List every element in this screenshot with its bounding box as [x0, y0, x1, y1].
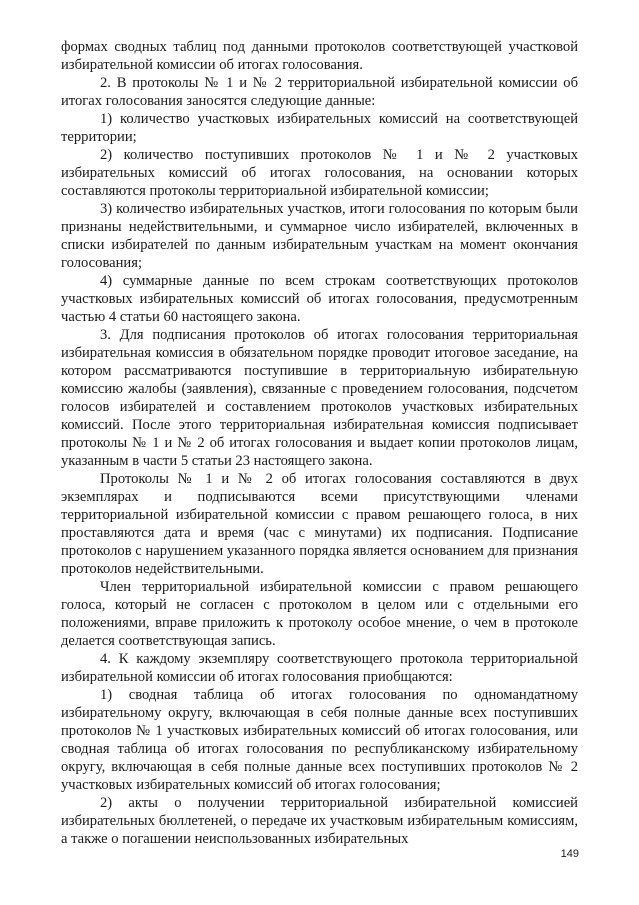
paragraph-continuation: формах сводных таблиц под данными протоколов соответствующей участковой избирательной комиссии об итогах голосования.: [61, 39, 578, 73]
page-number: 149: [560, 848, 579, 860]
paragraph-section-3: 3. Для подписания протоколов об итогах голосования территориальная избирательная комиссия в обязательном порядке проводит итоговое заседание, на котором рассматриваются поступившие в территориальную избирательную комиссию жалобы (заявления), связанные с проведением голосования, подсчетом голосов избирателей и составлением протоколов участковых избирательных комиссий. После этого территориальная избирательная комиссия подписывает протоколы № 1 и № 2 об итогах голосования и выдает копии протоколов лицам, указанным в части 5 статьи 23 настоящего закона.: [61, 327, 578, 469]
paragraph-protocols-signing: Протоколы № 1 и № 2 об итогах голосования составляются в двух экземплярах и подписываются всеми присутствующими членами территориальной избирательной комиссии с правом решающего голоса, в них проставляются дата и время (час с минутами) их подписания. Подписание протоколов с нарушением указанного порядка является основанием для признания протоколов недействительными.: [61, 471, 578, 577]
paragraph-section-2: 2. В протоколы № 1 и № 2 территориальной избирательной комиссии об итогах голосования заносятся следующие данные:: [61, 75, 578, 109]
paragraph-item-2-3: 3) количество избирательных участков, итоги голосования по которым были признаны недействительными, и суммарное число избирателей, включенных в списки избирателей по данным избирательным участкам на момент окончания голосования;: [61, 201, 578, 271]
paragraph-item-2-1: 1) количество участковых избирательных комиссий на соответствующей территории;: [61, 111, 578, 145]
paragraph-dissenting-opinion: Член территориальной избирательной комиссии с правом решающего голоса, который не согласен с протоколом в целом или с отдельными его положениями, вправе приложить к протоколу особое мнение, о чем в протоколе делается соответствующая запись.: [61, 579, 578, 649]
paragraph-item-4-2: 2) акты о получении территориальной избирательной комиссией избирательных бюллетеней, о передаче их участковым избирательным комиссиям, а также о погашении неиспользованных избирательных: [61, 795, 578, 847]
body-text: [61, 38, 578, 848]
paragraph-item-2-4: 4) суммарные данные по всем строкам соответствующих протоколов участковых избирательных комиссий об итогах голосования, предусмотренным частью 4 статьи 60 настоящего закона.: [61, 273, 578, 325]
paragraph-section-4: 4. К каждому экземпляру соответствующего протокола территориальной избирательной комиссии об итогах голосования приобщаются:: [61, 651, 578, 685]
paragraph-item-2-2: 2) количество поступивших протоколов № 1 и № 2 участковых избирательных комиссий об итогах голосования, на основании которых составляются протоколы территориальной избирательной комиссии;: [61, 147, 578, 199]
paragraph-item-4-1: 1) сводная таблица об итогах голосования по одномандатному избирательному округу, включающая в себя полные данные всех поступивших протоколов № 1 участковых избирательных комиссий об итогах голосования, или сводная таблица об итогах голосования по республиканскому избирательному округу, включающая в себя полные данные всех поступивших протоколов № 2 участковых избирательных комиссий об итогах голосования;: [61, 687, 578, 793]
